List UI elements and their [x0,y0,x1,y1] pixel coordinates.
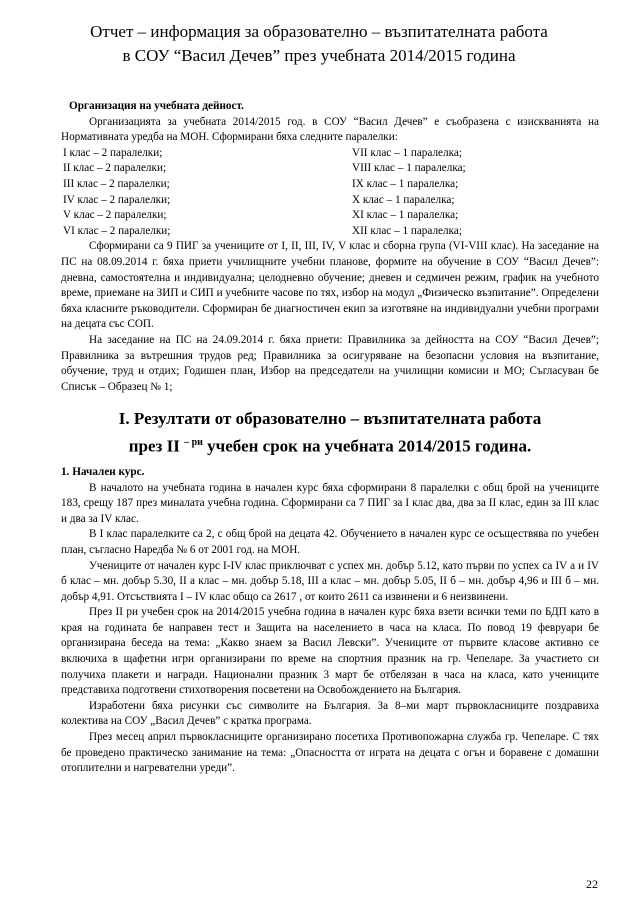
paragraph-drawings: Изработени бяха рисунки със символите на България. За 8–ми март първокласниците поздравиха колектива на СОУ „Васил Дечев” с кратка програма. [61,699,599,728]
class-item: IV клас – 2 паралелки; [63,193,171,206]
organization-heading: Организация на учебната дейност. [69,100,244,112]
paragraph-activities: През II ри учебен срок на 2014/2015 учебна година в начален курс бяха взети всички теми по БДП като в края на годината бе направен тест и Защита на населението в часа на класа. По повод 19 февруари бе организирана беседа на тема: „Какво знаем за Васил Левски”. Учениците от първите класове активно се включиха в щафетни игри организирани по време на спортния празник на гр. Чепеларе. За участието си получиха плакети и награди. Национални празник 3 март бе отбелязан в часа на класа, като учениците представиха подготвени стихотворения посветени на Освобождението на България. [61,606,599,697]
section-heading-line-2 [61,431,599,459]
section-heading-superscript: – ри [184,437,203,449]
section-heading-part: учебен срок на учебната 2014/2015 година. [202,436,532,456]
document-body [61,99,599,777]
subheading-primary: 1. Начален курс. [61,465,145,478]
document-title [40,20,598,68]
title-line-1: Отчет – информация за образователно – възпитателната работа [90,22,548,41]
class-item: V клас – 2 паралелки; [63,209,167,222]
paragraph-organization: Организацията за учебната 2014/2015 год. в СОУ “Васил Дечев” е съобразена с изискванията на Нормативната уредба на МОН. Сформирани бяха следните паралелки: [61,115,599,144]
class-item: IX клас – 1 паралелка; [352,177,459,190]
title-line-2: в СОУ “Васил Дечев” през учебната 2014/2015 година [122,46,516,65]
class-item: I клас – 2 паралелки; [63,146,163,159]
paragraph-council: На заседание на ПС на 24.09.2014 г. бяха приети: Правилника за дейността на СОУ “Васил Дечев”; Правилника за вътрешния трудов ред; Правилника за осигуряване на безопасни условия на възпитание, обучение, труд и отдих; Годишен план, Избор на председатели на училищни комисии и МО; Съгласуван бе Списък – Образец № 1; [61,333,599,393]
paragraph-results: Учениците от начален курс I-IV клас приключват с успех мн. добър 5.12, като първи по успех са IV а и IV б клас – мн. добър 5.30, II а клас – мн. добър 5.18, III а клас – мн. добър 5.05, II б – мн. добър 4,96 и III б – мн. добър 4,91. Отсъствията I – IV клас общо са 2617 , от които 2611 са извинени и 6 неизвинени. [61,559,599,603]
paragraph-primary-intro: В началото на учебната година в начален курс бяха сформирани 8 паралелки с общ брой на учениците 183, срещу 187 през миналата учебна година. Сформирани са 7 ПИГ за I клас два, два за II клас, един за III клас и два за IV клас. [61,481,599,525]
page-number: 22 [586,877,598,891]
class-item: VII клас – 1 паралелка; [352,146,462,159]
section-heading-part: през II [128,436,185,456]
class-item: III клас – 2 паралелки; [63,177,170,190]
paragraph-first-grade: В I клас паралелките са 2, с общ брой на децата 42. Обучението в начален курс се осъществява по учебен план, съгласно Наредба № 6 от 2001 год. на МОН. [61,528,599,556]
paragraph-groups: Сформирани са 9 ПИГ за учениците от I, II, III, IV, V клас и сборна група (VI-VIII клас). На заседание на ПС на 08.09.2014 г. бяха приети училищните учебни планове, формите на обучение в СОУ “Васил Дечев”: дневна, самостоятелна и индивидуална; целодневно обучение; дневен и седмичен режим, график на учебното време, приемане на ЗИП и СИП и учебните часове по тях, избор на модул „Физическо възпитание”. Определени бяха класните ръководители. Сформиран бе диагностичен екип за изготвяне на индивидуални учебни програми на децата със СОП. [61,240,599,331]
class-item: X клас – 1 паралелка; [352,193,455,206]
paragraph-fire-service: През месец април първокласниците организирано посетиха Противопожарна служба гр. Чепеларе. С тях бе проведено практическо занимание на тема: „Опасността от играта на децата с огън и боравене с домашни отоплителни и нагревателни уреди”. [61,731,599,775]
class-item: XII клас – 1 паралелка; [352,224,462,237]
class-list [61,146,599,240]
class-item: VIII клас – 1 паралелка; [352,162,466,175]
class-item: XI клас – 1 паралелка; [352,209,459,222]
section-heading-line-1: I. Резултати от образователно – възпитателната работа [118,409,542,429]
section-heading [61,407,599,459]
class-item: II клас – 2 паралелки; [63,162,167,175]
class-item: VI клас – 2 паралелки; [63,224,171,237]
